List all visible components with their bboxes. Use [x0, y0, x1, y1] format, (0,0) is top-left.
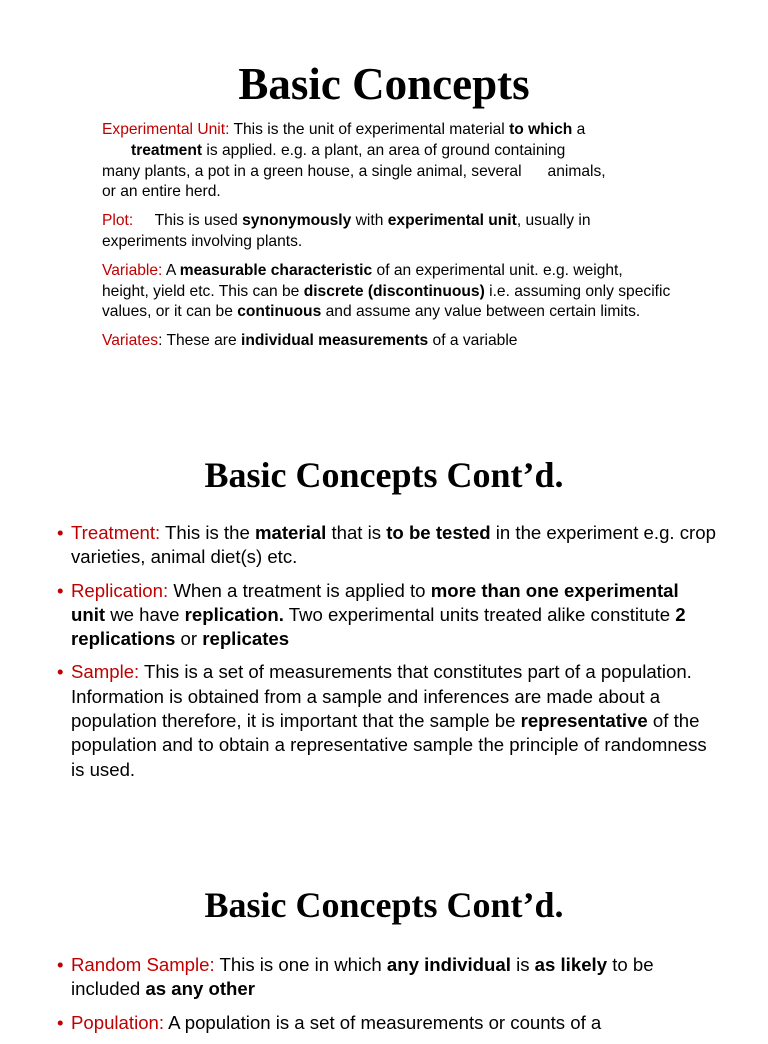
definition-text: , usually in experiments involving plants. [102, 212, 591, 250]
bullet-text: or [175, 628, 203, 650]
term-label: Replication: [71, 579, 169, 601]
definition-text: or an entire herd. [102, 183, 221, 201]
bullet-text: When a treatment is applied to [168, 579, 431, 601]
emphasis-text: 2 replications [71, 603, 686, 650]
term-label: Treatment: [71, 522, 161, 543]
emphasis-text: experimental unit [387, 212, 517, 230]
emphasis-text: to which [509, 121, 573, 138]
emphasis-text: individual measurements [241, 332, 429, 350]
bullet-text: that is [326, 522, 387, 543]
term-label: Sample: [71, 661, 140, 683]
bullet-icon: • [57, 522, 64, 543]
bullet-icon: • [57, 1011, 64, 1033]
definition-text: This is used [133, 212, 243, 230]
definition-text: is applied. e.g. a plant, an area of ground containing [202, 141, 566, 159]
bullet-population [57, 1011, 717, 1035]
definition-variable [102, 261, 672, 323]
emphasis-text: measurable characteristic [179, 261, 373, 279]
bullet-sample [57, 660, 717, 781]
bullet-list [57, 521, 717, 791]
bullet-text: we have [105, 603, 185, 625]
emphasis-text: synonymously [242, 212, 352, 230]
term-label: Variable: [102, 261, 163, 279]
emphasis-text: as any other [145, 978, 255, 1000]
definition-text: : These are [158, 332, 241, 350]
emphasis-text: to be tested [386, 522, 491, 543]
bullet-text: This is one in which [214, 954, 387, 975]
bullet-text: This is a set of measurements that constitutes part of a population. Information is obtained from a sample and inferences are made about a population therefore, it is important that the sample be [71, 661, 692, 732]
term-label: Population: [71, 1011, 165, 1033]
definition-text: of a variable [428, 332, 518, 350]
definition-text: of an experimental unit. e.g. weight, height, yield etc. This can be [102, 261, 623, 300]
bullet-text: in the experiment e.g. crop varieties, animal diet(s) etc. [71, 522, 716, 568]
emphasis-text: treatment [131, 141, 203, 159]
bullet-text: is [510, 954, 535, 975]
definition-variates [102, 331, 672, 352]
definition-plot [102, 211, 672, 253]
bullet-text: This is the [160, 522, 255, 543]
definition-text: a [572, 121, 586, 138]
definition-text: many plants, a pot in a green house, a single animal, several animals, [102, 162, 606, 180]
emphasis-text: replication. [184, 603, 284, 625]
bullet-icon: • [57, 661, 64, 683]
bullet-list [57, 953, 717, 1044]
emphasis-text: replicates [202, 628, 290, 650]
bullet-icon: • [57, 954, 64, 975]
bullet-treatment [57, 521, 717, 570]
emphasis-text: discrete (discontinuous) [303, 282, 485, 300]
term-label: Variates [102, 332, 159, 350]
term-label: Random Sample: [71, 954, 215, 975]
emphasis-text: continuous [237, 303, 322, 321]
bullet-text: Two experimental units treated alike constitute [283, 603, 676, 625]
slide-title: Basic Concepts [238, 59, 530, 109]
definition-text: and assume any value between certain limits. [321, 303, 641, 321]
definitions-block [102, 120, 672, 360]
bullet-text: A population is a set of measurements or counts of a [164, 1011, 602, 1033]
definition-text: with [351, 212, 388, 230]
emphasis-text: as likely [534, 954, 608, 975]
bullet-text: of the population and to obtain a representative sample the principle of randomness is used. [71, 710, 707, 780]
definition-text: This is the unit of experimental material [229, 121, 510, 138]
slide-title: Basic Concepts Cont’d. [204, 455, 564, 495]
emphasis-text: any individual [386, 954, 511, 975]
emphasis-text: representative [520, 710, 648, 732]
term-label: Plot: [102, 212, 134, 230]
bullet-replication [57, 579, 717, 652]
bullet-random-sample [57, 953, 717, 1002]
slide-title: Basic Concepts Cont’d. [204, 885, 564, 925]
definition-text: A [162, 261, 180, 279]
emphasis-text: more than one experimental unit [71, 579, 679, 625]
bullet-text: to be included [71, 954, 654, 1000]
emphasis-text: material [254, 522, 327, 543]
term-label: Experimental Unit: [102, 121, 230, 138]
bullet-icon: • [57, 579, 64, 601]
definition-text: i.e. assuming only specific values, or it can be [102, 282, 671, 321]
definition-experimental-unit [102, 120, 672, 203]
